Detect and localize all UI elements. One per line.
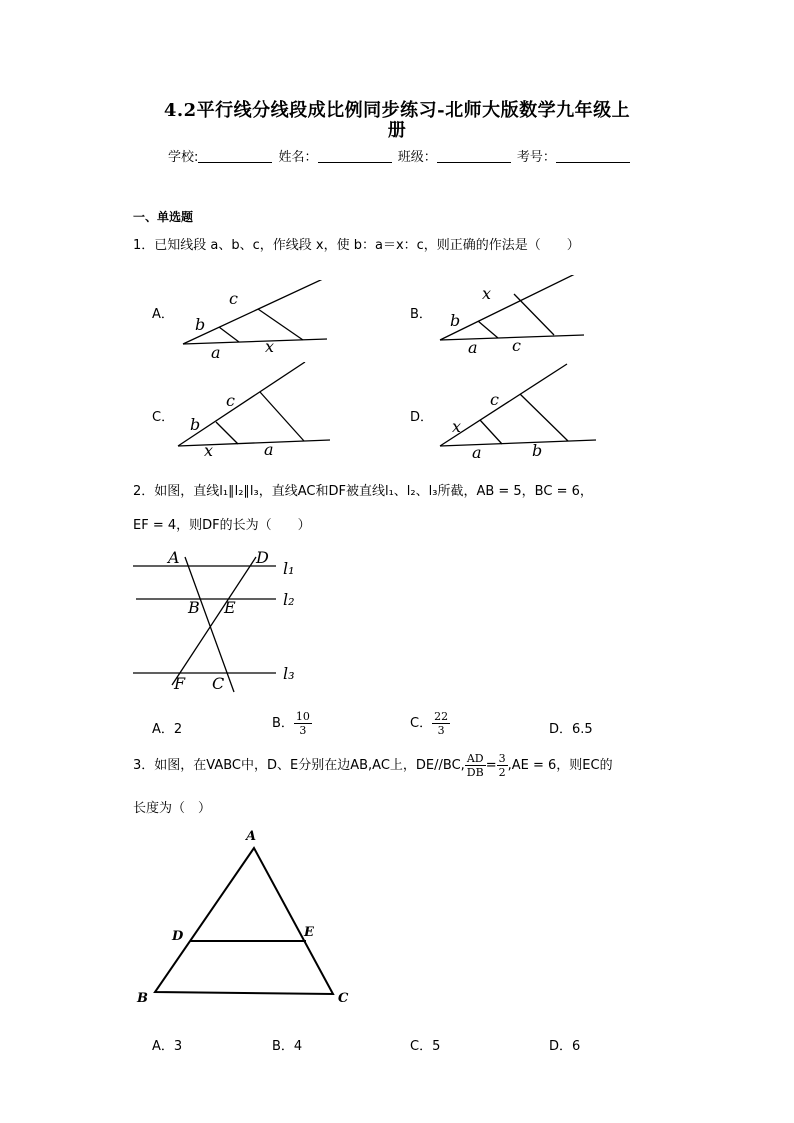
question-3-line2: 长度为（ ） xyxy=(133,801,212,816)
q2-figure xyxy=(128,545,308,697)
q2-option-d-value: 6.5 xyxy=(572,722,593,737)
q2-option-c-fraction: $\frac{22}{3}$ xyxy=(434,710,449,737)
q1c-seg-x: x xyxy=(204,441,214,458)
number-label: 考号： xyxy=(516,150,556,165)
q3-fraction-ad-db: $\frac{AD}{DB}$ xyxy=(466,752,484,779)
question-1-text: 1．已知线段 a、b、c，作线段 x，使 b：a＝x：c，则正确的作法是（ ） xyxy=(133,238,580,253)
q1-option-c-figure xyxy=(170,362,340,458)
question-2-line1: 2．如图，直线l₁∥l₂∥l₃，直线AC和DF被直线l₁、l₂、l₃所截，AB = 5，BC = 6， xyxy=(133,484,593,499)
q1b-seg-c: c xyxy=(512,336,521,355)
q3-label-c: C xyxy=(338,991,349,1006)
q2-option-b-label: B． xyxy=(272,716,294,731)
q2-label-e: E xyxy=(224,598,236,617)
q3-option-a-label: A． xyxy=(152,1039,174,1054)
question-2-line2: EF = 4，则DF的长为（ ） xyxy=(133,518,311,533)
section-title: 一、单选题 xyxy=(133,210,194,224)
q1c-seg-b: b xyxy=(190,415,201,434)
class-blank[interactable] xyxy=(437,150,511,163)
school-label: 学校: xyxy=(168,150,199,165)
page-title: 4.2平行线分线段成比例同步练习-北师大版数学九年级上 xyxy=(163,100,631,121)
q3-option-b-label: B． xyxy=(272,1039,294,1054)
name-label: 姓名： xyxy=(278,150,318,165)
q2-option-a[interactable] xyxy=(152,718,182,737)
q1d-seg-x: x xyxy=(452,417,462,436)
q3-option-a[interactable] xyxy=(152,1035,182,1054)
q2-label-l3: l₃ xyxy=(283,664,295,683)
q3-option-c-label: C． xyxy=(410,1039,433,1054)
q1d-seg-c: c xyxy=(490,390,499,409)
q1b-seg-b: b xyxy=(450,311,461,330)
q3-option-c-value: 5 xyxy=(432,1039,441,1054)
q1a-seg-b: b xyxy=(195,315,206,334)
number-blank[interactable] xyxy=(556,150,630,163)
question-3-line1 xyxy=(133,752,613,779)
q2-label-f: F xyxy=(174,674,186,693)
q1-option-b-label: B． xyxy=(410,307,432,322)
page-title-continued: 册 xyxy=(387,120,407,141)
q3-label-d: D xyxy=(172,929,184,944)
q2-option-b[interactable] xyxy=(272,710,312,737)
q2-option-d-label: D． xyxy=(549,722,573,737)
q3-label-b: B xyxy=(137,991,148,1006)
q3-fraction-3-2: $\frac{3}{2}$ xyxy=(498,752,506,779)
q2-label-d: D xyxy=(256,548,269,567)
q3-text-b: ,AE = 6，则EC的 xyxy=(507,758,613,773)
q1-option-d-figure xyxy=(432,362,602,460)
q3-option-d-label: D． xyxy=(549,1039,573,1054)
q2-option-d[interactable] xyxy=(549,718,593,737)
q1b-seg-a: a xyxy=(468,338,478,355)
student-info-row xyxy=(168,146,632,165)
q3-option-c[interactable] xyxy=(410,1035,440,1054)
q1a-seg-a: a xyxy=(211,343,221,360)
q3-option-b-value: 4 xyxy=(293,1039,303,1054)
q3-option-d-value: 6 xyxy=(572,1039,581,1054)
q2-label-l2: l₂ xyxy=(283,590,295,609)
q3-equals: = xyxy=(485,758,497,773)
q3-option-d[interactable] xyxy=(549,1035,580,1054)
q3-text-a: 3．如图，在VABC中，D、E分别在边AB,AC上，DE//BC, xyxy=(133,758,465,773)
q3-label-a: A xyxy=(246,829,257,844)
q2-label-b: B xyxy=(188,598,200,617)
q2-option-a-label: A． xyxy=(152,722,174,737)
q1d-seg-a: a xyxy=(472,443,482,460)
q1a-seg-x: x xyxy=(265,337,275,356)
q1-option-c-label: C． xyxy=(152,410,175,425)
class-label: 班级： xyxy=(397,150,437,165)
q1-option-a-label: A． xyxy=(152,307,174,322)
q2-label-c: C xyxy=(212,674,225,693)
q1-option-d-label: D． xyxy=(410,410,434,425)
q3-option-b[interactable] xyxy=(272,1035,302,1054)
q2-option-c-label: C． xyxy=(410,716,433,731)
q3-option-a-value: 3 xyxy=(173,1039,183,1054)
q2-option-c[interactable] xyxy=(410,710,450,737)
school-blank[interactable] xyxy=(198,150,272,163)
q1-option-a-figure xyxy=(175,280,335,360)
q1c-seg-a: a xyxy=(264,440,274,458)
q1b-seg-x: x xyxy=(482,284,492,303)
q1d-seg-b: b xyxy=(532,441,543,460)
q1-option-b-figure xyxy=(432,275,592,355)
q1c-seg-c: c xyxy=(226,391,235,410)
q2-option-a-value: 2 xyxy=(173,722,183,737)
q2-label-l1: l₁ xyxy=(283,559,295,578)
name-blank[interactable] xyxy=(318,150,392,163)
q1a-seg-c: c xyxy=(229,289,238,308)
q2-option-b-fraction: $\frac{10}{3}$ xyxy=(295,710,310,737)
q3-figure xyxy=(130,822,360,1012)
q3-label-e: E xyxy=(304,925,314,940)
q2-label-a: A xyxy=(168,548,180,567)
